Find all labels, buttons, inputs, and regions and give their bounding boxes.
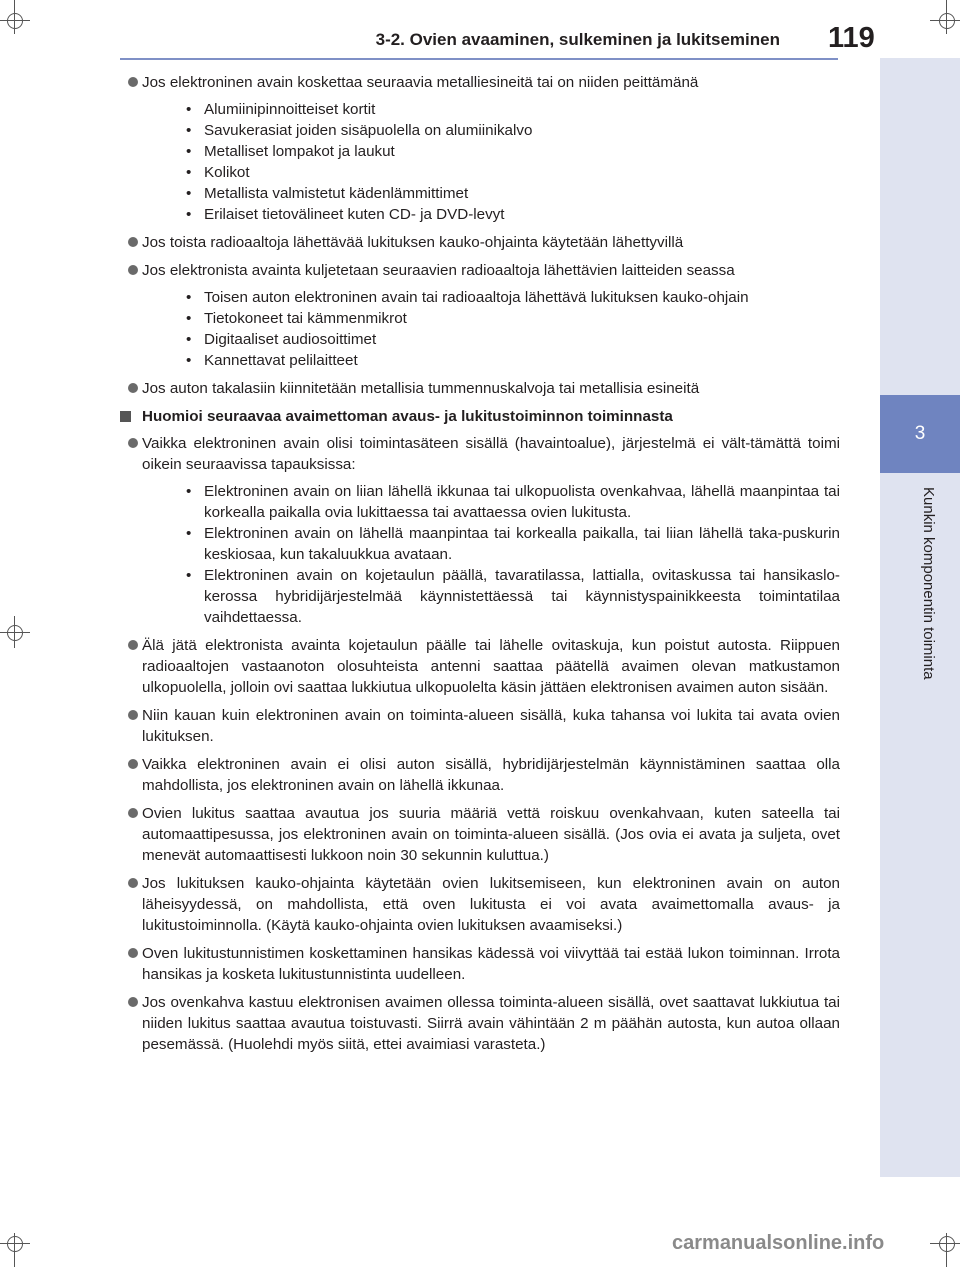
section-square-icon bbox=[120, 411, 131, 422]
header-rule bbox=[120, 58, 838, 60]
bullet-text: Jos elektroninen avain koskettaa seuraavia metalliesineitä tai on niiden peittämänä bbox=[142, 74, 699, 91]
bullet-dot-icon bbox=[128, 948, 138, 958]
bullet-dot-icon bbox=[128, 77, 138, 87]
bullet-text: Älä jätä elektronista avainta kojetaulun päälle tai lähelle ovitaskuja, kun poistut autosta. Riippuen radioaaltojen vastaanoton olosuhteista antenni saattaa päätellä avaimen olevan matkustamon ulkopuolella, jolloin ovi saattaa lukkiutua ulkopuolelta käsin jättäen elektronisen avaimen auton sisään. bbox=[142, 637, 840, 696]
bullet-dot-icon bbox=[128, 383, 138, 393]
sub-list bbox=[142, 287, 840, 371]
sub-bullet-marker: • bbox=[186, 122, 192, 139]
crop-mark-bottom-right bbox=[920, 1227, 960, 1267]
watermark: carmanualsonline.info bbox=[672, 1232, 885, 1254]
page-number: 119 bbox=[828, 22, 875, 54]
sub-bullet-marker: • bbox=[186, 164, 192, 181]
sub-bullet-marker: • bbox=[186, 567, 192, 584]
crop-mark-top-left bbox=[0, 0, 40, 40]
sub-list-text: Digitaaliset audiosoittimet bbox=[204, 331, 377, 348]
sub-bullet-marker: • bbox=[186, 352, 192, 369]
bullet-item bbox=[118, 803, 840, 866]
sub-list-item bbox=[142, 565, 840, 628]
sub-list-item bbox=[142, 183, 840, 204]
sub-list-text: Metalliset lompakot ja laukut bbox=[204, 143, 395, 160]
sub-list-text: Kannettavat pelilaitteet bbox=[204, 352, 358, 369]
bullet-dot-icon bbox=[128, 997, 138, 1007]
sub-list bbox=[142, 481, 840, 628]
bullet-item bbox=[118, 943, 840, 985]
sub-list-item bbox=[142, 308, 840, 329]
sub-bullet-marker: • bbox=[186, 525, 192, 542]
sub-bullet-marker: • bbox=[186, 331, 192, 348]
sub-list-item bbox=[142, 141, 840, 162]
bullet-text: Jos elektronista avainta kuljetetaan seuraavien radioaaltoja lähettävien laitteiden seassa bbox=[142, 262, 735, 279]
section-bullet-list bbox=[118, 433, 840, 1055]
bullet-dot-icon bbox=[128, 759, 138, 769]
bullet-text: Jos toista radioaaltoja lähettävää lukituksen kauko-ohjainta käytetään lähettyvillä bbox=[142, 234, 684, 251]
sub-bullet-marker: • bbox=[186, 143, 192, 160]
bullet-text: Vaikka elektroninen avain olisi toimintasäteen sisällä (havaintoalue), järjestelmä ei vält-tämättä toimi oikein seuraavissa tapauksissa: bbox=[142, 435, 840, 473]
bullet-dot-icon bbox=[128, 808, 138, 818]
sub-list-item bbox=[142, 120, 840, 141]
bullet-dot-icon bbox=[128, 710, 138, 720]
bullet-item bbox=[118, 72, 840, 225]
sub-list-item bbox=[142, 523, 840, 565]
intro-bullet-list bbox=[118, 72, 840, 399]
sub-list-text: Toisen auton elektroninen avain tai radioaaltoja lähettävä lukituksen kauko-ohjain bbox=[204, 289, 749, 306]
sub-list-text: Tietokoneet tai kämmenmikrot bbox=[204, 310, 407, 327]
crop-mark-mid-left bbox=[0, 612, 40, 652]
sub-list-item bbox=[142, 99, 840, 120]
bullet-text: Jos ovenkahva kastuu elektronisen avaimen ollessa toiminta-alueen sisällä, ovet saattavat lukkiutua tai niiden lukitus saattaa avautua toistuvasti. Siirrä avain vähintään 2 m päähän autosta, kun autoa ollaan pesemässä. (Huolehdi myös siitä, ettei avaimiasi varasteta.) bbox=[142, 994, 840, 1053]
bullet-dot-icon bbox=[128, 265, 138, 275]
bullet-item bbox=[118, 992, 840, 1055]
sub-list-text: Alumiinipinnoitteiset kortit bbox=[204, 101, 376, 118]
sub-list-text: Kolikot bbox=[204, 164, 250, 181]
bullet-item bbox=[118, 635, 840, 698]
sub-bullet-marker: • bbox=[186, 289, 192, 306]
page-header-title: 3-2. Ovien avaaminen, sulkeminen ja lukitseminen bbox=[375, 30, 780, 49]
bullet-text: Vaikka elektroninen avain ei olisi auton sisällä, hybridijärjestelmän käynnistäminen saattaa olla mahdollista, jos elektroninen avain on lähellä ikkunaa. bbox=[142, 756, 840, 794]
bullet-dot-icon bbox=[128, 878, 138, 888]
sub-bullet-marker: • bbox=[186, 206, 192, 223]
sub-list-item bbox=[142, 204, 840, 225]
bullet-text: Ovien lukitus saattaa avautua jos suuria määriä vettä roiskuu ovenkahvaan, kuten sateella tai automaattipesussa, jos elektroninen avain on toiminta-alueen sisällä. (Jos ovia ei avata ja suljeta, ovet menevät automaattisesti lukkoon noin 30 sekunnin kuluttua.) bbox=[142, 805, 840, 864]
sub-list-item bbox=[142, 162, 840, 183]
bullet-text: Niin kauan kuin elektroninen avain on toiminta-alueen sisällä, kuka tahansa voi lukita tai avata ovien lukituksen. bbox=[142, 707, 840, 745]
section-heading-text: Huomioi seuraavaa avaimettoman avaus- ja lukitustoiminnon toiminnasta bbox=[142, 408, 673, 425]
bullet-dot-icon bbox=[128, 237, 138, 247]
bullet-item bbox=[118, 433, 840, 628]
bullet-item bbox=[118, 873, 840, 936]
sub-list-item bbox=[142, 287, 840, 308]
bullet-text: Oven lukitustunnistimen koskettaminen hansikas kädessä voi viivyttää tai estää lukon toiminnan. Irrota hansikas ja kosketa lukitustunnistinta uudelleen. bbox=[142, 945, 840, 983]
sub-bullet-marker: • bbox=[186, 483, 192, 500]
page-content bbox=[118, 72, 840, 1062]
bullet-text: Jos lukituksen kauko-ohjainta käytetään ovien lukitsemiseen, kun elektroninen avain on auton läheisyydessä, on mahdollista, että oven lukitusta ei voi avata avaimettomalla avaus- ja lukitustoiminnolla. (Käytä kauko-ohjainta ovien lukituksen avaamiseksi.) bbox=[142, 875, 840, 934]
sub-bullet-marker: • bbox=[186, 101, 192, 118]
chapter-tab-label: Kunkin komponentin toiminta bbox=[920, 487, 937, 680]
bullet-item bbox=[118, 260, 840, 371]
sub-list-item bbox=[142, 350, 840, 371]
sub-list-text: Elektroninen avain on liian lähellä ikkunaa tai ulkopuolista ovenkahvaa, lähellä maanpintaa tai korkealla paikalla ovia lukittaessa tai avattaessa ovien lukitusta. bbox=[204, 483, 840, 521]
sub-list-text: Elektroninen avain on kojetaulun päällä, tavaratilassa, lattialla, ovitaskussa tai hansikaslo-kerossa hybridijärjestelmää käynnistettäessä tai käynnistyspainikkeesta toimintatilaa vaihdettaessa. bbox=[204, 567, 840, 626]
section-heading bbox=[118, 406, 840, 427]
bullet-item bbox=[118, 378, 840, 399]
bullet-item bbox=[118, 754, 840, 796]
sub-list-text: Savukerasiat joiden sisäpuolella on alumiinikalvo bbox=[204, 122, 533, 139]
sub-bullet-marker: • bbox=[186, 185, 192, 202]
sub-bullet-marker: • bbox=[186, 310, 192, 327]
bullet-dot-icon bbox=[128, 438, 138, 448]
bullet-item bbox=[118, 705, 840, 747]
sub-list-text: Elektroninen avain on lähellä maanpintaa tai korkealla paikalla, tai liian lähellä taka-puskurin keskiosaa, kun takaluukkua avataan. bbox=[204, 525, 840, 563]
sub-list bbox=[142, 99, 840, 225]
chapter-tab-number: 3 bbox=[880, 395, 960, 473]
sub-list-text: Erilaiset tietovälineet kuten CD- ja DVD-levyt bbox=[204, 206, 505, 223]
sub-list-text: Metallista valmistetut kädenlämmittimet bbox=[204, 185, 469, 202]
bullet-text: Jos auton takalasiin kiinnitetään metallisia tummennuskalvoja tai metallisia esineitä bbox=[142, 380, 700, 397]
crop-mark-bottom-left bbox=[0, 1227, 40, 1267]
sub-list-item bbox=[142, 481, 840, 523]
bullet-item bbox=[118, 232, 840, 253]
bullet-dot-icon bbox=[128, 640, 138, 650]
sub-list-item bbox=[142, 329, 840, 350]
crop-mark-top-right bbox=[920, 0, 960, 40]
